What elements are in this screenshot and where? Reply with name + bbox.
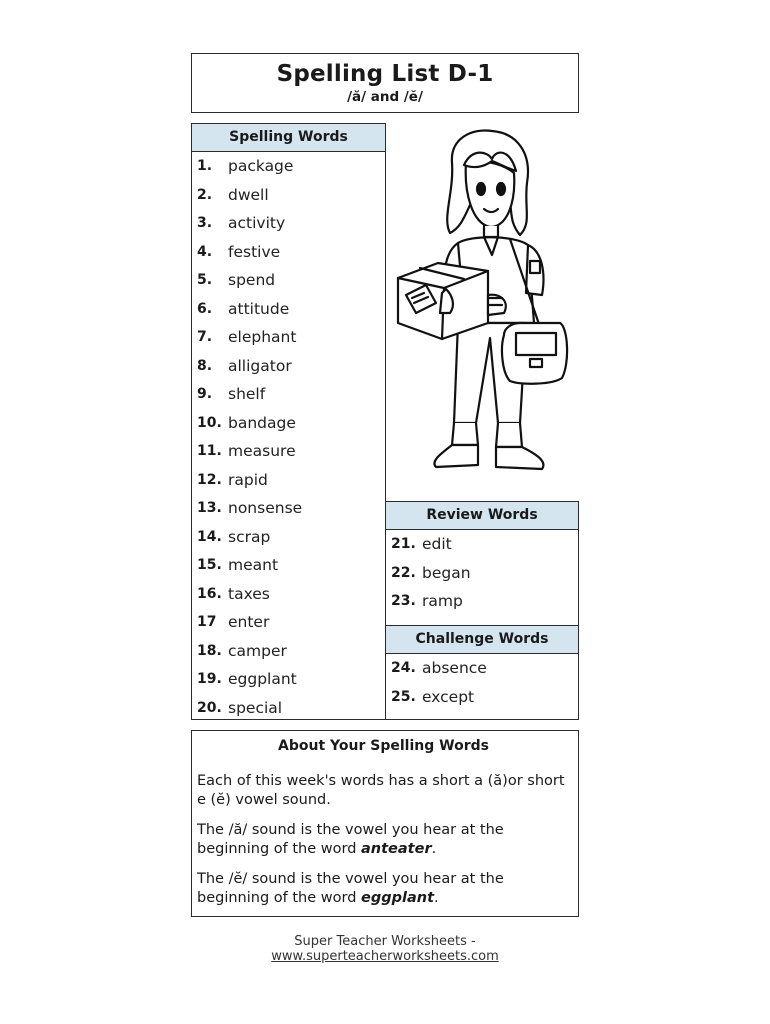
- word-row: [192, 608, 385, 637]
- word-number: 24.: [391, 660, 416, 677]
- word-text: scrap: [228, 527, 271, 546]
- word-row: [192, 551, 385, 580]
- word-number: 11.: [197, 443, 222, 460]
- word-number: 13.: [197, 500, 222, 517]
- word-row: [192, 295, 385, 324]
- word-text: festive: [228, 242, 281, 261]
- girl-holding-package-icon: [392, 123, 576, 493]
- word-text: elephant: [228, 328, 297, 347]
- about-box: [191, 730, 579, 917]
- about-keyword-eggplant: eggplant: [361, 890, 434, 906]
- word-row: [192, 494, 385, 523]
- word-text: began: [422, 563, 471, 582]
- word-number: 6.: [197, 300, 213, 317]
- word-text: eggplant: [228, 670, 297, 689]
- word-number: 1.: [197, 158, 213, 175]
- word-number: 10.: [197, 414, 222, 431]
- about-paragraph-3: [197, 870, 570, 908]
- word-text: special: [228, 698, 283, 717]
- about-paragraph-2: [197, 821, 570, 859]
- word-number: 15.: [197, 557, 222, 574]
- word-row: [192, 694, 385, 723]
- word-number: 23.: [391, 593, 416, 610]
- word-text: except: [422, 687, 475, 706]
- about-keyword-anteater: anteater: [361, 841, 432, 857]
- word-row: [192, 380, 385, 409]
- word-row: [192, 266, 385, 295]
- word-text: enter: [228, 613, 270, 632]
- word-number: 25.: [391, 688, 416, 705]
- word-number: 2.: [197, 186, 213, 203]
- about-title: About Your Spelling Words: [278, 738, 489, 754]
- word-text: measure: [228, 442, 296, 461]
- spelling-words-list: [192, 152, 385, 722]
- word-text: camper: [228, 641, 287, 660]
- word-text: bandage: [228, 413, 296, 432]
- word-text: activity: [228, 214, 286, 233]
- word-row: [192, 637, 385, 666]
- word-number: 12.: [197, 471, 222, 488]
- word-row: [192, 352, 385, 381]
- word-number: 7.: [197, 329, 213, 346]
- word-row: [192, 152, 385, 181]
- word-row: [386, 559, 578, 588]
- word-row: [192, 238, 385, 267]
- page-subtitle: /ă/ and /ĕ/: [347, 89, 423, 105]
- review-words-box: [385, 501, 579, 626]
- footer-link[interactable]: www.superteacherworksheets.com: [271, 949, 499, 964]
- word-number: 20.: [197, 699, 222, 716]
- word-number: 22.: [391, 564, 416, 581]
- word-text: attitude: [228, 299, 290, 318]
- word-row: [192, 323, 385, 352]
- word-text: ramp: [422, 592, 463, 611]
- footer: [191, 934, 579, 964]
- word-number: 4.: [197, 243, 213, 260]
- word-row: [192, 409, 385, 438]
- review-words-header: Review Words: [386, 502, 578, 530]
- title-box: [191, 53, 579, 113]
- word-row: [192, 437, 385, 466]
- spelling-words-header: Spelling Words: [192, 124, 385, 152]
- word-number: 17: [197, 614, 217, 631]
- word-row: [192, 209, 385, 238]
- word-text: nonsense: [228, 499, 303, 518]
- word-text: taxes: [228, 584, 270, 603]
- word-text: spend: [228, 271, 276, 290]
- challenge-words-header: Challenge Words: [386, 626, 578, 654]
- word-row: [192, 466, 385, 495]
- word-row: [192, 665, 385, 694]
- review-words-list: [386, 530, 578, 616]
- word-text: alligator: [228, 356, 292, 375]
- about-paragraph-3-end: .: [434, 890, 439, 906]
- word-number: 19.: [197, 671, 222, 688]
- word-text: absence: [422, 659, 487, 678]
- page-title: Spelling List D-1: [276, 61, 494, 87]
- footer-text: Super Teacher Worksheets -: [294, 934, 476, 949]
- word-text: meant: [228, 556, 279, 575]
- word-text: rapid: [228, 470, 268, 489]
- word-number: 8.: [197, 357, 213, 374]
- challenge-words-list: [386, 654, 578, 711]
- about-paragraph-2-text: The /ă/ sound is the vowel you hear at the beginning of the word: [197, 822, 504, 857]
- word-number: 9.: [197, 386, 213, 403]
- word-row: [386, 654, 578, 683]
- word-row: [386, 683, 578, 712]
- word-number: 3.: [197, 215, 213, 232]
- word-row: [192, 181, 385, 210]
- word-text: edit: [422, 535, 452, 554]
- about-paragraph-1: Each of this week's words has a short a (ă)or short e (ĕ) vowel sound.: [197, 773, 565, 808]
- word-row: [192, 523, 385, 552]
- word-row: [192, 580, 385, 609]
- word-number: 16.: [197, 585, 222, 602]
- word-number: 5.: [197, 272, 213, 289]
- word-text: shelf: [228, 385, 266, 404]
- word-row: [386, 587, 578, 616]
- challenge-words-box: [385, 625, 579, 720]
- spelling-words-box: [191, 123, 386, 720]
- about-paragraph-2-end: .: [431, 841, 437, 857]
- word-number: 18.: [197, 642, 222, 659]
- word-text: dwell: [228, 185, 269, 204]
- word-number: 14.: [197, 528, 222, 545]
- word-row: [386, 530, 578, 559]
- about-paragraph-3-text: The /ĕ/ sound is the vowel you hear at the beginning of the word: [197, 871, 504, 906]
- word-number: 21.: [391, 536, 416, 553]
- word-text: package: [228, 157, 294, 176]
